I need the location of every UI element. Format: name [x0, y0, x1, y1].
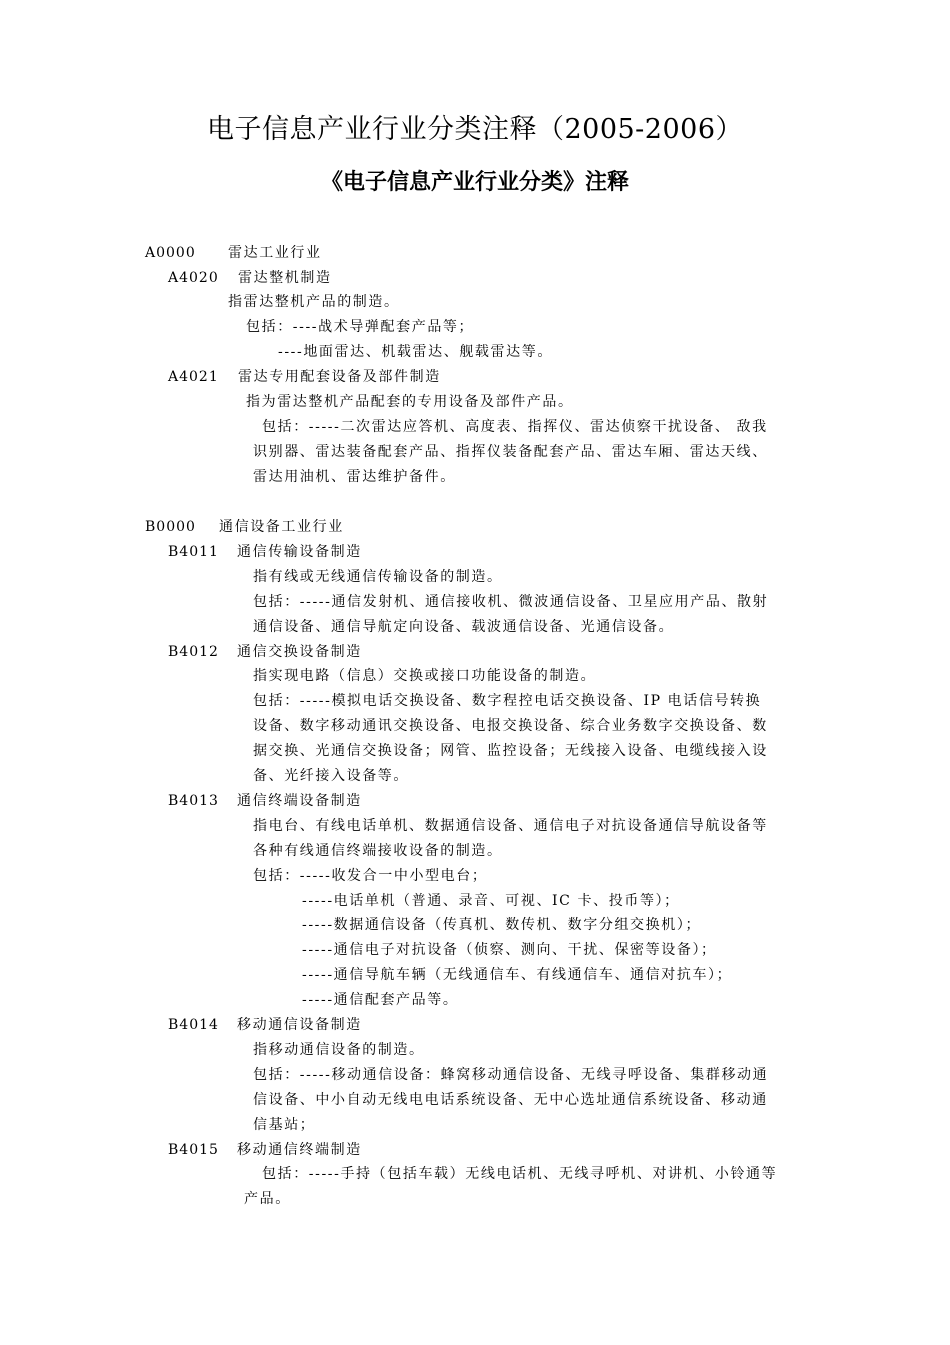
subcategory-name-b4015: 移动通信终端制造 — [237, 1142, 362, 1158]
description-b4012: 指实现电路（信息）交换或接口功能设备的制造。 — [253, 668, 597, 684]
subcategory-code-b4012: B4012 — [168, 644, 219, 660]
document-title: 电子信息产业行业分类注释（2005-2006） — [206, 114, 744, 145]
category-code-a0000: A0000 — [145, 245, 196, 261]
description-a4021: 指为雷达整机产品配套的专用设备及部件产品。 — [246, 394, 574, 410]
subcategory-code-b4015: B4015 — [168, 1142, 219, 1158]
includes-b4013-line-3: -----数据通信设备（传真机、数传机、数字分组交换机）； — [302, 917, 702, 933]
category-code-b0000: B0000 — [145, 519, 196, 535]
document-subtitle: 《电子信息产业行业分类》注释 — [320, 170, 629, 195]
subcategory-code-b4014: B4014 — [168, 1017, 219, 1033]
subcategory-name-b4011: 通信传输设备制造 — [237, 544, 362, 560]
includes-b4013-line-5: -----通信导航车辆（无线通信车、有线通信车、通信对抗车）； — [302, 967, 733, 983]
includes-b4012-line-4: 备、光纤接入设备等。 — [253, 768, 409, 784]
description-b4013-line-2: 各种有线通信终端接收设备的制造。 — [253, 843, 503, 859]
includes-b4015-line-2: 产品。 — [244, 1191, 291, 1207]
description-a4020: 指雷达整机产品的制造。 — [228, 294, 400, 310]
includes-b4013-line-1: 包括：-----收发合一中小型电台； — [253, 868, 488, 884]
description-b4014: 指移动通信设备的制造。 — [253, 1042, 425, 1058]
description-b4013-line-1: 指电台、有线电话单机、数据通信设备、通信电子对抗设备通信导航设备等 — [253, 818, 768, 834]
includes-a4020-line-1: 包括：----战术导弹配套产品等； — [246, 319, 475, 335]
description-b4011: 指有线或无线通信传输设备的制造。 — [253, 569, 503, 585]
includes-a4021-line-1: 包括：-----二次雷达应答机、高度表、指挥仪、雷达侦察干扰设备、 敌我 — [262, 419, 768, 435]
subcategory-name-b4013: 通信终端设备制造 — [237, 793, 362, 809]
includes-b4015-line-1: 包括：-----手持（包括车载）无线电话机、无线寻呼机、对讲机、小铃通等 — [262, 1166, 778, 1182]
includes-b4012-line-3: 据交换、光通信交换设备；网管、监控设备；无线接入设备、电缆线接入设 — [253, 743, 768, 759]
includes-b4014-line-1: 包括：-----移动通信设备：蜂窝移动通信设备、无线寻呼设备、集群移动通 — [253, 1067, 769, 1083]
subcategory-name-b4014: 移动通信设备制造 — [237, 1017, 362, 1033]
includes-b4012-line-2: 设备、数字移动通讯交换设备、电报交换设备、综合业务数字交换设备、数 — [253, 718, 768, 734]
includes-b4012-line-1: 包括：-----模拟电话交换设备、数字程控电话交换设备、IP 电话信号转换 — [253, 693, 762, 709]
subcategory-name-b4012: 通信交换设备制造 — [237, 644, 362, 660]
includes-a4020-line-2: ----地面雷达、机载雷达、舰载雷达等。 — [278, 344, 553, 360]
includes-b4013-line-2: -----电话单机（普通、录音、可视、IC 卡、投币等）； — [302, 893, 680, 909]
includes-b4011-line-1: 包括：-----通信发射机、通信接收机、微波通信设备、卫星应用产品、散射 — [253, 594, 769, 610]
subcategory-name-a4021: 雷达专用配套设备及部件制造 — [238, 369, 441, 385]
category-name-a0000: 雷达工业行业 — [228, 245, 322, 261]
subcategory-code-a4021: A4021 — [168, 369, 219, 385]
subcategory-name-a4020: 雷达整机制造 — [238, 270, 332, 286]
subcategory-code-a4020: A4020 — [168, 270, 219, 286]
category-name-b0000: 通信设备工业行业 — [219, 519, 344, 535]
subcategory-code-b4011: B4011 — [168, 544, 219, 560]
subcategory-code-b4013: B4013 — [168, 793, 219, 809]
includes-b4014-line-2: 信设备、中小自动无线电电话系统设备、无中心选址通信系统设备、移动通 — [253, 1092, 768, 1108]
includes-b4013-line-6: -----通信配套产品等。 — [302, 992, 459, 1008]
includes-b4011-line-2: 通信设备、通信导航定向设备、载波通信设备、光通信设备。 — [253, 619, 675, 635]
includes-b4014-line-3: 信基站； — [253, 1117, 316, 1133]
includes-b4013-line-4: -----通信电子对抗设备（侦察、测向、干扰、保密等设备）； — [302, 942, 717, 958]
includes-a4021-line-3: 雷达用油机、雷达维护备件。 — [253, 469, 456, 485]
includes-a4021-line-2: 识别器、雷达装备配套产品、指挥仪装备配套产品、雷达车厢、雷达天线、 — [253, 444, 768, 460]
